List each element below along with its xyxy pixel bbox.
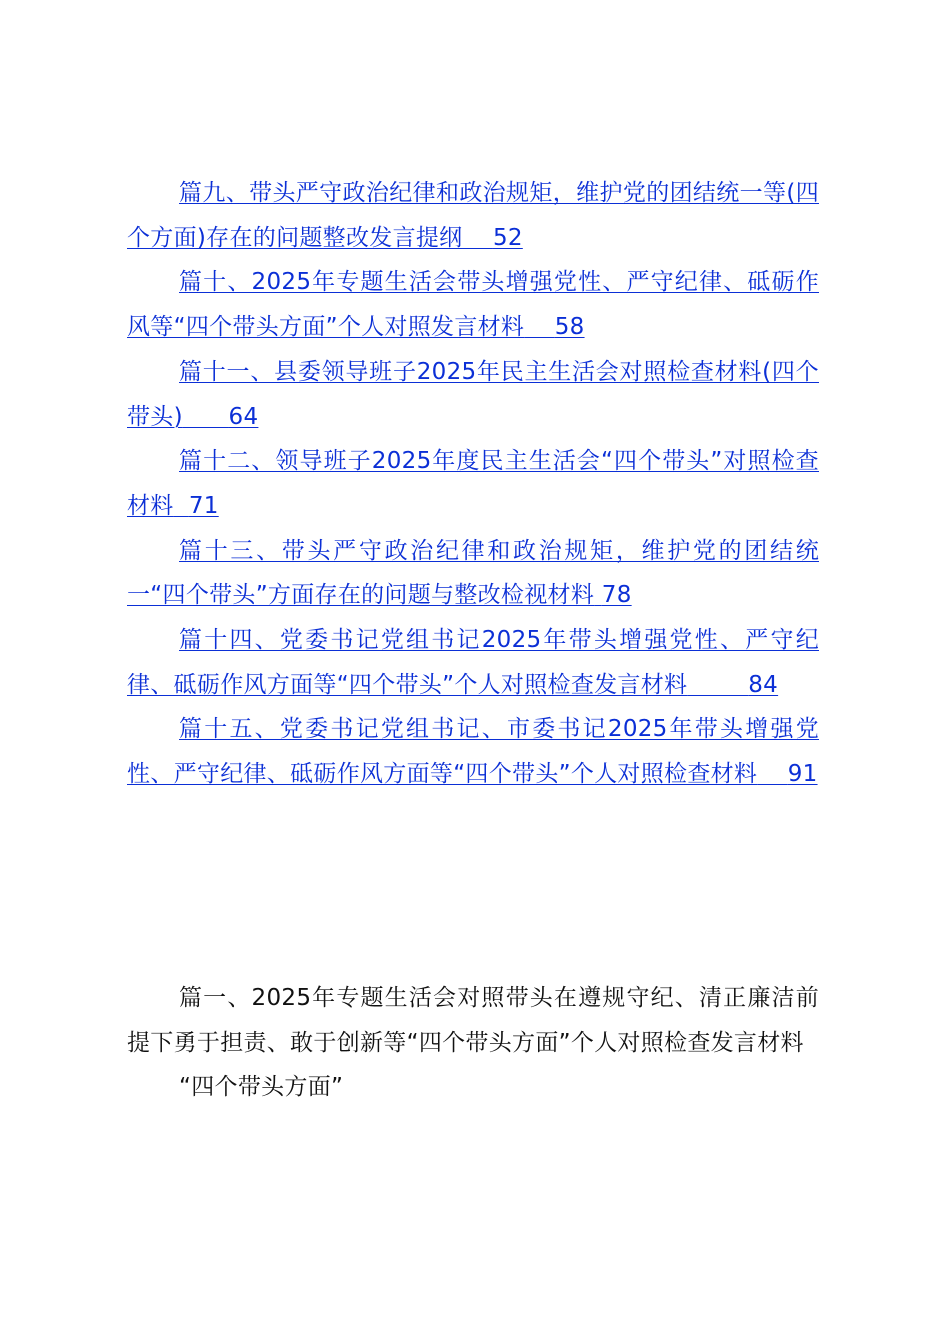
toc-entry-page: 71: [188, 492, 219, 519]
toc-entry-page: 58: [554, 314, 585, 341]
toc-entry-15[interactable]: [127, 707, 819, 796]
toc-entry-11[interactable]: [127, 350, 819, 439]
toc-entry-14[interactable]: [127, 618, 819, 707]
toc-entry-9[interactable]: [127, 171, 819, 260]
toc-entry-10[interactable]: [127, 260, 819, 349]
toc-entry-page: 78: [601, 582, 632, 609]
toc-entry-title: 篇十四、党委书记党组书记2025年带头增强党性、严守纪律、砥砺作风方面等“四个带头”个人对照检查发言材料: [127, 627, 819, 698]
toc-entry-page: 52: [492, 224, 523, 251]
toc-entry-title: 篇十、2025年专题生活会带头增强党性、严守纪律、砥砺作风等“四个带头方面”个人对照发言材料: [127, 269, 819, 341]
toc-entry-12[interactable]: [127, 439, 819, 528]
toc-entry-page: 84: [748, 671, 779, 698]
toc-entry-title: 篇十三、带头严守政治纪律和政治规矩，维护党的团结统一“四个带头”方面存在的问题与整改检视材料: [127, 537, 819, 609]
toc-entry-title: 篇十二、领导班子2025年度民主生活会“四个带头”对照检查材料: [127, 448, 819, 519]
table-of-contents: [127, 171, 819, 797]
section-subheading: “四个带头方面”: [179, 1074, 344, 1101]
section-heading: 篇一、2025年专题生活会对照带头在遵规守纪、清正廉洁前提下勇于担责、敢于创新等“四个带头方面”个人对照检查发言材料: [127, 985, 819, 1056]
toc-entry-page: 91: [787, 761, 818, 788]
toc-entry-title: 篇十一、县委领导班子2025年民主生活会对照检查材料(四个带头): [127, 358, 819, 430]
toc-entry-13[interactable]: [127, 529, 819, 618]
toc-entry-title: 篇十五、党委书记党组书记、市委书记2025年带头增强党性、严守纪律、砥砺作风方面等“四个带头”个人对照检查材料: [127, 716, 819, 788]
toc-entry-page: 64: [228, 403, 259, 430]
toc-entry-title: 篇九、带头严守政治纪律和政治规矩，维护党的团结统一等(四个方面)存在的问题整改发言提纲: [127, 180, 819, 251]
document-body: [127, 976, 819, 1110]
